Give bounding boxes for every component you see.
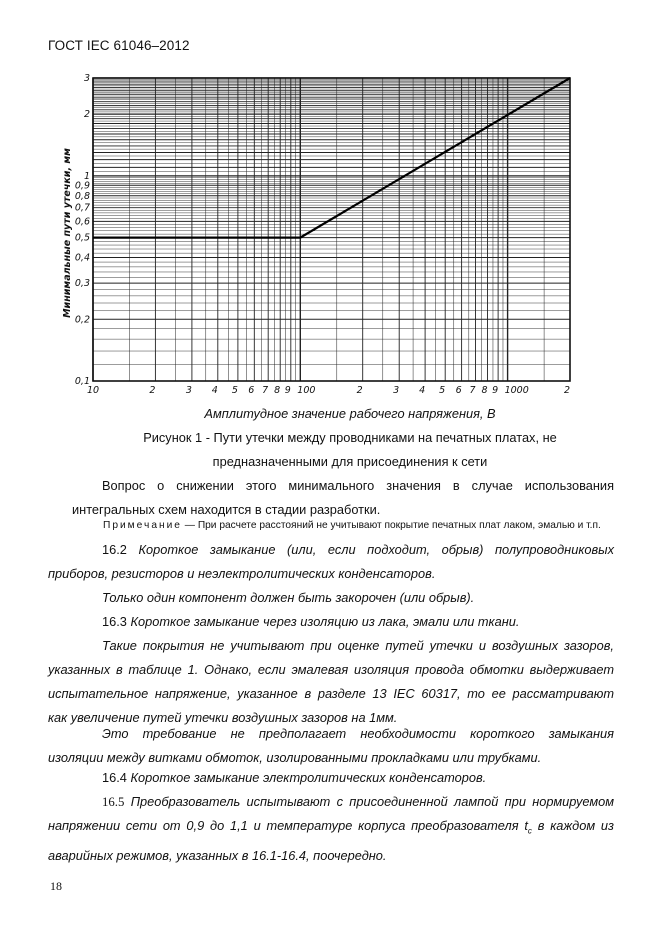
y-axis-label: Минимальные пути утечки, мм bbox=[62, 148, 73, 318]
x-tick-label: 4 bbox=[211, 385, 218, 396]
section-16-5-number: 16.5 bbox=[102, 795, 125, 809]
x-tick-label: 8 bbox=[481, 385, 488, 396]
x-tick-label: 4 bbox=[419, 385, 426, 396]
y-tick-label: 0,8 bbox=[74, 190, 90, 202]
section-16-3-title: Короткое замыкание через изоляцию из лака, эмали или ткани. bbox=[126, 614, 520, 629]
y-tick-label: 0,6 bbox=[74, 216, 90, 228]
x-tick-labels bbox=[87, 385, 570, 396]
x-axis-label: Амплитудное значение рабочего напряжения, В bbox=[204, 406, 496, 421]
creepage-chart bbox=[0, 0, 661, 420]
x-tick-label: 2 bbox=[149, 385, 156, 396]
x-tick-label: 2 bbox=[356, 385, 363, 396]
x-tick-label: 7 bbox=[262, 385, 269, 396]
x-tick-label: 8 bbox=[274, 385, 281, 396]
figure-caption-line1: Рисунок 1 - Пути утечки между проводниками на печатных платах, не bbox=[143, 430, 557, 445]
page-number: 18 bbox=[50, 879, 62, 893]
section-16-2-title: Короткое замыкание (или, если подходит, обрыв) полупроводниковых bbox=[126, 542, 614, 557]
y-tick-label: 0,3 bbox=[74, 278, 90, 290]
y-tick-label: 3 bbox=[83, 73, 90, 84]
section-16-3 bbox=[72, 610, 614, 634]
x-tick-label: 3 bbox=[393, 385, 400, 396]
section-16-2-number: 16.2 bbox=[102, 542, 127, 557]
section-16-5-line3: аварийных режимов, указанных в 16.1-16.4, поочередно. bbox=[48, 847, 387, 863]
y-tick-labels bbox=[75, 73, 90, 387]
paragraph-1-line2: интегральных схем находится в стадии разработки. bbox=[72, 502, 381, 517]
paragraph-one-component bbox=[72, 586, 614, 610]
y-tick-label: 0,4 bbox=[74, 252, 90, 264]
note bbox=[103, 520, 601, 531]
x-tick-label: 5 bbox=[231, 385, 238, 396]
section-16-2 bbox=[48, 538, 614, 586]
section-16-5-line2: напряжении сети от 0,9 до 1,1 и температуре корпуса преобразователя bbox=[48, 818, 519, 833]
x-tick-label: 100 bbox=[297, 385, 316, 396]
y-tick-label: 0,7 bbox=[74, 202, 90, 214]
y-tick-label: 0,5 bbox=[74, 232, 90, 244]
figure-caption-line2: предназначенными для присоединения к сети bbox=[212, 454, 488, 469]
y-tick-label: 0,9 bbox=[74, 180, 90, 192]
document-header: ГОСТ IEC 61046–2012 bbox=[48, 38, 190, 53]
paragraph-1-line1: Вопрос о снижении этого минимального значения в случае использования bbox=[102, 478, 614, 493]
section-16-4-title: Короткое замыкание электролитических конденсаторов. bbox=[126, 770, 487, 785]
section-16-5-line2-end: в каждом из bbox=[531, 818, 614, 833]
x-tick-label: 9 bbox=[492, 385, 499, 396]
x-tick-label: 9 bbox=[284, 385, 291, 396]
x-tick-label: 3 bbox=[185, 385, 192, 396]
section-16-4-number: 16.4 bbox=[102, 770, 127, 785]
paragraph-requirement bbox=[48, 722, 614, 770]
x-tick-label: 5 bbox=[439, 385, 446, 396]
section-16-5-line1: Преобразователь испытывают с присоединенной лампой при нормируемом bbox=[124, 794, 614, 809]
note-text: — При расчете расстояний не учитывают покрытие печатных плат лаком, эмалью и т.п. bbox=[181, 520, 601, 531]
paragraph-coatings-line2: указанных в таблице 1. Однако, если эмалевая изоляция провода обмотки выдерживает bbox=[48, 662, 614, 677]
x-tick-label: 2 bbox=[563, 385, 571, 396]
paragraph-coatings-line4: как увеличение путей утечки воздушных зазоров на 1мм. bbox=[48, 710, 398, 725]
chart-grid bbox=[93, 78, 570, 381]
paragraph-one-component-text: Только один компонент должен быть закорочен (или обрыв). bbox=[102, 590, 475, 605]
x-tick-label: 6 bbox=[455, 385, 462, 396]
paragraph-coatings-line3: испытательное напряжение, указанное в разделе 13 IEC 60317, то ее рассматривают bbox=[48, 686, 614, 701]
case-temperature-subscript: c bbox=[527, 826, 532, 836]
x-tick-label: 1000 bbox=[504, 385, 529, 396]
x-tick-label: 10 bbox=[86, 385, 100, 396]
y-tick-label: 2 bbox=[83, 109, 90, 121]
section-16-4 bbox=[72, 766, 614, 790]
paragraph-requirement-line2: изоляции между витками обмоток, изолированными прокладками или трубками. bbox=[48, 750, 542, 765]
section-16-2-title-cont: приборов, резисторов и неэлектролитических конденсаторов. bbox=[48, 566, 436, 581]
case-temperature-symbol: t bbox=[524, 818, 528, 833]
paragraph-1 bbox=[72, 474, 614, 522]
y-tick-label: 1 bbox=[83, 170, 90, 182]
x-tick-label: 6 bbox=[248, 385, 255, 396]
note-label: Примечание bbox=[103, 520, 182, 531]
section-16-5 bbox=[48, 790, 614, 868]
paragraph-requirement-line1: Это требование не предполагает необходимости короткого замыкания bbox=[102, 726, 614, 741]
paragraph-coatings bbox=[48, 634, 614, 730]
section-16-3-number: 16.3 bbox=[102, 614, 127, 629]
y-tick-label: 0,1 bbox=[74, 376, 90, 387]
y-tick-label: 0,2 bbox=[74, 314, 90, 326]
paragraph-coatings-line1: Такие покрытия не учитывают при оценке путей утечки и воздушных зазоров, bbox=[102, 638, 614, 653]
x-tick-label: 7 bbox=[469, 385, 476, 396]
